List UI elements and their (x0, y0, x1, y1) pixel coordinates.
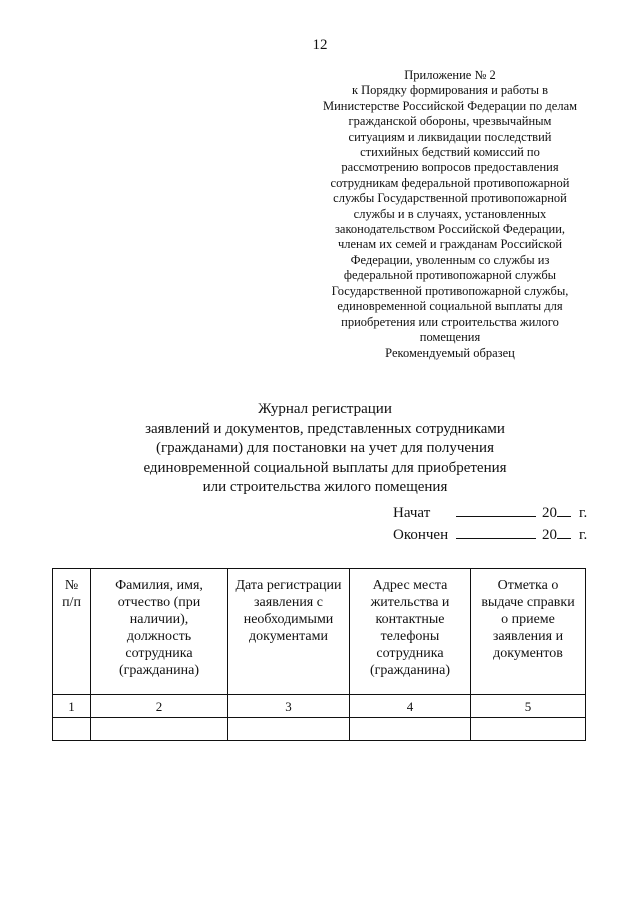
started-date-blank (456, 502, 536, 517)
journal-title (60, 400, 590, 498)
table-header-row (53, 569, 586, 695)
started-date-row (393, 502, 593, 524)
appendix-line: единовременной социальной выплаты для (337, 299, 563, 314)
header-address: Адрес места жительства и контактные телефоны сотрудника (гражданина) (350, 569, 471, 695)
appendix-line: гражданской обороны, чрезвычайным (348, 114, 552, 129)
appendix-line: Государственной противопожарной службы, (331, 283, 569, 298)
appendix-line: Приложение № 2 (404, 68, 496, 82)
empty-entry-row (53, 718, 586, 741)
appendix-line: к Порядку формирования и работы в (351, 83, 549, 98)
journal-title-line: единовременной социальной выплаты для приобретения (143, 459, 507, 476)
year-suffix: г. (579, 526, 588, 543)
header-certificate-mark: Отметка о выдаче справки о приеме заявления и документов (471, 569, 586, 695)
header-full-name: Фамилия, имя, отчество (при наличии), должность сотрудника (гражданина) (91, 569, 228, 695)
header-number: № п/п (53, 569, 91, 695)
column-number: 2 (91, 695, 228, 718)
ended-date-row (393, 524, 593, 546)
appendix-line: стихийных бедствий комиссий по (360, 145, 540, 160)
appendix-line: Министерстве Российской Федерации по делам (322, 98, 578, 113)
journal-title-line: или строительства жилого помещения (202, 479, 448, 495)
column-number: 4 (350, 695, 471, 718)
appendix-line: сотрудникам федеральной противопожарной (330, 175, 570, 190)
appendix-line: Федерации, уволенным со службы из (350, 252, 550, 267)
journal-title-line: заявлений и документов, представленных сотрудниками (145, 420, 505, 437)
appendix-line: службы и в случаях, установленных (353, 206, 547, 221)
empty-cell (53, 718, 91, 741)
year-prefix: 20 (542, 505, 557, 521)
appendix-line: федеральной противопожарной службы (343, 268, 557, 283)
appendix-line: членам их семей и гражданам Российской (337, 237, 563, 252)
empty-cell (228, 718, 350, 741)
appendix-line: законодательством Российской Федерации, (334, 222, 566, 237)
ended-date-blank (456, 524, 536, 539)
journal-title-line: (гражданами) для постановки на учет для получения (156, 440, 494, 456)
header-registration-date: Дата регистрации заявления с необходимыми документами (228, 569, 350, 695)
appendix-line: помещения (419, 329, 481, 344)
column-number-row (53, 695, 586, 718)
column-number: 3 (228, 695, 350, 718)
appendix-line: приобретения или строительства жилого (341, 314, 559, 329)
appendix-line: службы Государственной противопожарной (333, 191, 567, 206)
journal-title-line: Журнал регистрации (258, 401, 392, 417)
year-prefix: 20 (542, 526, 557, 543)
registration-table (52, 568, 586, 741)
empty-cell (471, 718, 586, 741)
empty-cell (350, 718, 471, 741)
empty-cell (91, 718, 228, 741)
ended-label: Окончен (393, 526, 449, 543)
column-number: 5 (471, 695, 586, 718)
started-label: Начат (393, 505, 431, 521)
year-suffix: г. (579, 505, 588, 521)
recommended-sample-label: Рекомендуемый образец (385, 346, 515, 360)
appendix-line: ситуациям и ликвидации последствий (348, 129, 552, 144)
year-blank (557, 524, 571, 539)
journal-dates (393, 502, 593, 545)
appendix-header (305, 68, 595, 345)
column-number: 1 (53, 695, 91, 718)
appendix-line: рассмотрению вопросов предоставления (341, 160, 559, 175)
year-blank (557, 502, 571, 517)
page-number: 12 (312, 37, 328, 53)
